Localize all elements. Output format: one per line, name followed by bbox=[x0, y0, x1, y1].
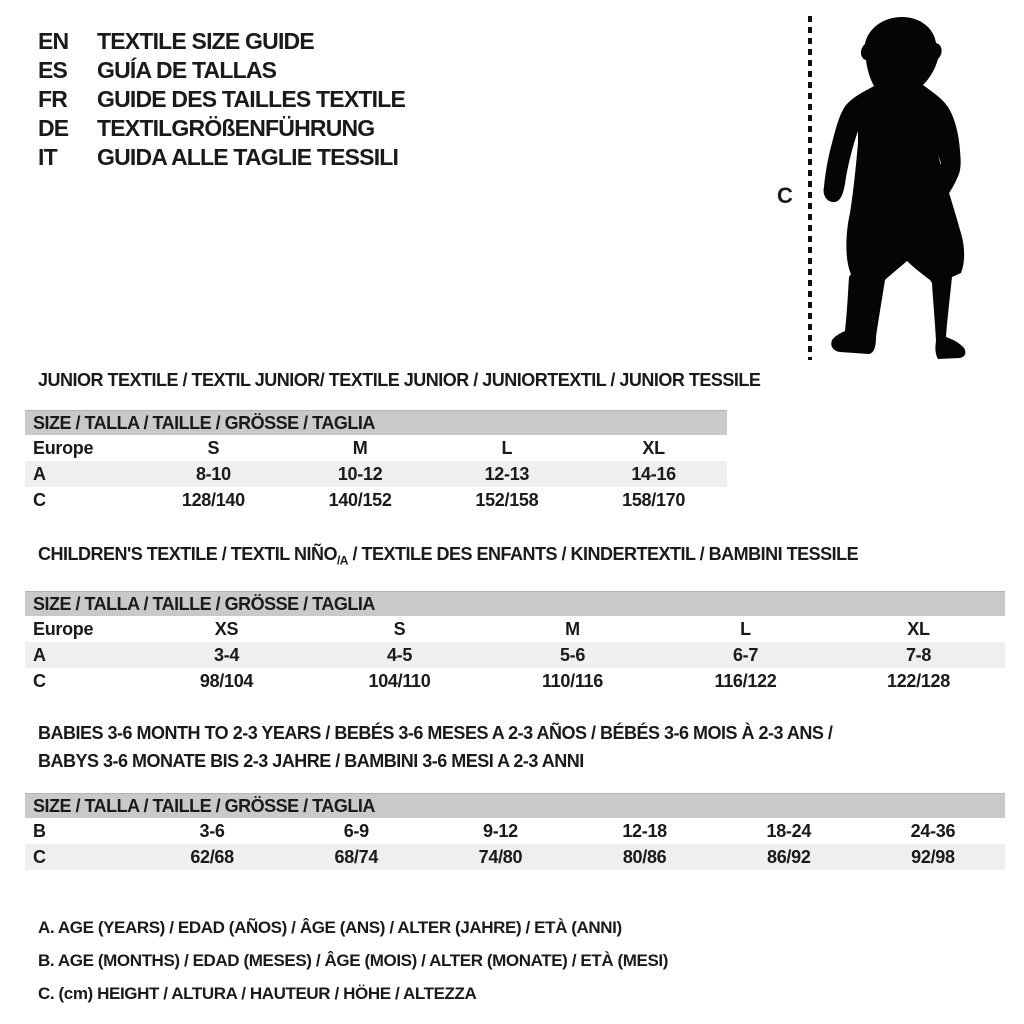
language-list bbox=[38, 27, 405, 172]
months-cell: 12-18 bbox=[622, 821, 667, 841]
months-cell: 9-12 bbox=[483, 821, 518, 841]
row-label: A bbox=[33, 464, 46, 484]
language-row-de bbox=[38, 114, 405, 143]
language-code: ES bbox=[38, 57, 68, 83]
age-cell: 12-13 bbox=[484, 464, 530, 484]
height-cell: 62/68 bbox=[190, 847, 234, 867]
height-cell: 92/98 bbox=[911, 847, 955, 867]
age-cell: 10-12 bbox=[337, 464, 383, 484]
toddler-silhouette-icon bbox=[818, 15, 968, 361]
months-cell: 3-6 bbox=[199, 821, 225, 841]
guide-title-it: GUIDA ALLE TAGLIE TESSILI bbox=[97, 144, 399, 170]
height-measure-label: C bbox=[777, 183, 793, 208]
months-cell: 18-24 bbox=[766, 821, 812, 841]
height-cell: 110/116 bbox=[542, 671, 603, 691]
children-section-title bbox=[38, 545, 858, 571]
age-cell: 5-6 bbox=[559, 645, 586, 665]
row-label: Europe bbox=[33, 438, 94, 458]
height-cell: 140/152 bbox=[328, 490, 392, 510]
height-cell: 98/104 bbox=[199, 671, 254, 691]
row-label: B bbox=[33, 821, 46, 841]
language-code: FR bbox=[38, 86, 68, 112]
age-cell: 14-16 bbox=[631, 464, 676, 484]
junior-size-table bbox=[25, 410, 727, 513]
row-label: C bbox=[33, 490, 46, 510]
size-cell: S bbox=[207, 438, 220, 458]
size-cell: M bbox=[565, 619, 580, 639]
legend-line-c: C. (cm) HEIGHT / ALTURA / HAUTEUR / HÖHE / ALTEZZA bbox=[38, 984, 477, 1003]
age-cell: 8-10 bbox=[195, 464, 231, 484]
babies-table-header: SIZE / TALLA / TAILLE / GRÖSSE / TAGLIA bbox=[25, 793, 1005, 818]
age-cell: 6-7 bbox=[732, 645, 759, 665]
children-title-sub: /A bbox=[336, 553, 348, 568]
junior-row-europe bbox=[25, 435, 727, 461]
junior-row-height bbox=[25, 487, 727, 513]
height-cell: 116/122 bbox=[714, 671, 777, 691]
guide-title-de: TEXTILGRÖßENFÜHRUNG bbox=[97, 115, 375, 141]
legend-line-b: B. AGE (MONTHS) / EDAD (MESES) / ÂGE (MOIS) / ALTER (MONATE) / ETÀ (MESI) bbox=[38, 951, 668, 970]
babies-section-title bbox=[38, 719, 998, 775]
months-cell: 24-36 bbox=[910, 821, 956, 841]
height-cell: 152/158 bbox=[475, 490, 539, 510]
height-cell: 128/140 bbox=[181, 490, 245, 510]
babies-size-table bbox=[25, 793, 1005, 870]
legend-line-a: A. AGE (YEARS) / EDAD (AÑOS) / ÂGE (ANS) / ALTER (JAHRE) / ETÀ (ANNI) bbox=[38, 918, 622, 937]
children-title-suffix: / TEXTILE DES ENFANTS / KINDERTEXTIL / BAMBINI TESSILE bbox=[347, 544, 859, 564]
guide-title-fr: GUIDE DES TAILLES TEXTILE bbox=[97, 86, 405, 112]
language-code: IT bbox=[38, 144, 57, 170]
age-cell: 3-4 bbox=[213, 645, 240, 665]
children-size-table bbox=[25, 591, 1005, 694]
row-label: A bbox=[33, 645, 46, 665]
height-cell: 86/92 bbox=[767, 847, 811, 867]
language-code: DE bbox=[38, 115, 69, 141]
height-cell: 68/74 bbox=[334, 847, 379, 867]
language-row-en bbox=[38, 27, 405, 56]
size-cell: XS bbox=[214, 619, 239, 639]
size-cell: XL bbox=[907, 619, 930, 639]
height-cell: 80/86 bbox=[622, 847, 667, 867]
months-cell: 6-9 bbox=[343, 821, 369, 841]
guide-title-en: TEXTILE SIZE GUIDE bbox=[97, 28, 314, 54]
age-cell: 4-5 bbox=[386, 645, 413, 665]
junior-row-age bbox=[25, 461, 727, 487]
junior-section-title: JUNIOR TEXTILE / TEXTIL JUNIOR/ TEXTILE JUNIOR / JUNIORTEXTIL / JUNIOR TESSILE bbox=[38, 370, 761, 390]
size-cell: L bbox=[740, 619, 751, 639]
children-row-europe bbox=[25, 616, 1005, 642]
size-cell: S bbox=[393, 619, 406, 639]
age-cell: 7-8 bbox=[905, 645, 932, 665]
language-code: EN bbox=[38, 28, 69, 54]
babies-title-line1: BABIES 3-6 MONTH TO 2-3 YEARS / BEBÉS 3-6 MESES A 2-3 AÑOS / BÉBÉS 3-6 MOIS À 2-3 ANS / bbox=[38, 723, 833, 743]
babies-title-line2: BABYS 3-6 MONATE BIS 2-3 JAHRE / BAMBINI 3-6 MESI A 2-3 ANNI bbox=[38, 751, 584, 771]
measurement-legend bbox=[38, 911, 668, 1010]
height-cell: 104/110 bbox=[368, 671, 431, 691]
children-row-age bbox=[25, 642, 1005, 668]
size-cell: XL bbox=[642, 438, 665, 458]
size-cell: L bbox=[501, 438, 513, 458]
babies-row-months bbox=[25, 818, 1005, 844]
height-cell: 158/170 bbox=[622, 490, 686, 510]
children-title-prefix: CHILDREN'S TEXTILE / TEXTIL NIÑO bbox=[38, 544, 337, 564]
language-row-fr bbox=[38, 85, 405, 114]
row-label: C bbox=[33, 847, 46, 867]
row-label: Europe bbox=[33, 619, 94, 639]
size-cell: M bbox=[352, 438, 368, 458]
guide-title-es: GUÍA DE TALLAS bbox=[97, 57, 277, 83]
height-cell: 122/128 bbox=[887, 671, 950, 691]
height-dotted-line-icon bbox=[806, 14, 814, 362]
language-row-it bbox=[38, 143, 405, 172]
junior-table-header: SIZE / TALLA / TAILLE / GRÖSSE / TAGLIA bbox=[25, 410, 727, 435]
language-row-es bbox=[38, 56, 405, 85]
children-table-header: SIZE / TALLA / TAILLE / GRÖSSE / TAGLIA bbox=[25, 591, 1005, 616]
row-label: C bbox=[33, 671, 46, 691]
children-row-height bbox=[25, 668, 1005, 694]
babies-row-height bbox=[25, 844, 1005, 870]
height-cell: 74/80 bbox=[478, 847, 523, 867]
